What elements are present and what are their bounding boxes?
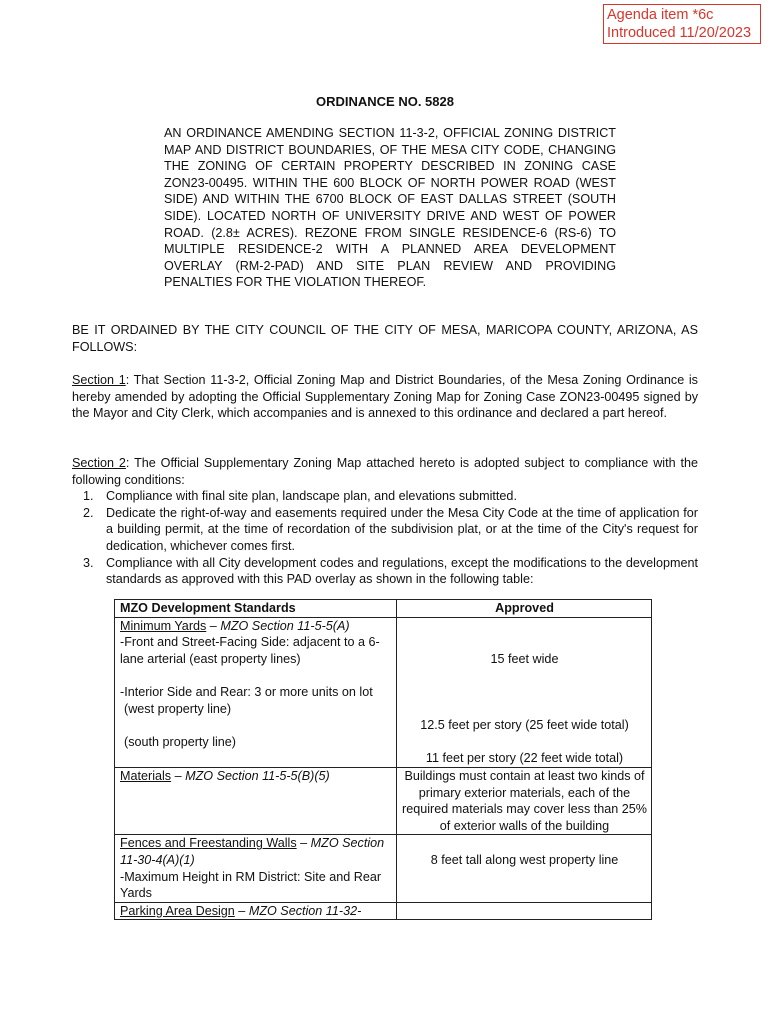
minimum-yards-approved-cell: 15 feet wide 12.5 feet per story (25 feet wide total) 11 feet per story (22 feet wide total) [397, 617, 652, 767]
header-standards: MZO Development Standards [115, 600, 397, 618]
table-row [115, 617, 652, 767]
materials-approved-cell: Buildings must contain at least two kinds of primary exterior materials, each of the required materials may cover less than 25% of exterior walls of the building [397, 767, 652, 834]
table-header-row [115, 600, 652, 618]
conditions-list [72, 488, 698, 588]
ordinance-title [0, 94, 770, 109]
header-approved: Approved [397, 600, 652, 618]
agenda-stamp [603, 4, 761, 44]
fences-approved-cell: 8 feet tall along west property line [397, 835, 652, 902]
condition-item: 2. Dedicate the right-of-way and easements required under the Mesa City Code at the time of application for a building permit, at the time of recordation of the subdivision plat, or at the time of the City's request for dedication, whichever comes first. [83, 505, 698, 553]
section-2-heading: Section 2 [72, 456, 126, 470]
table-row [115, 767, 652, 834]
section-2 [72, 455, 698, 588]
enacting-clause: BE IT ORDAINED BY THE CITY COUNCIL OF THE CITY OF MESA, MARICOPA COUNTY, ARIZONA, AS FOLLOWS: [72, 323, 698, 354]
development-standards-table [114, 599, 652, 920]
stamp-introduced-date: Introduced 11/20/2023 [607, 25, 752, 41]
parking-cell: Parking Area Design – MZO Section 11-32- [115, 902, 397, 920]
section-1-heading: Section 1 [72, 373, 126, 387]
section-2-text: : The Official Supplementary Zoning Map attached hereto is adopted subject to compliance with the following conditions: [72, 456, 698, 487]
table-row [115, 835, 652, 902]
table-row [115, 902, 652, 920]
ordinance-abstract: AN ORDINANCE AMENDING SECTION 11-3-2, OFFICIAL ZONING DISTRICT MAP AND DISTRICT BOUNDARIES, OF THE MESA CITY CODE, CHANGING THE ZONING OF CERTAIN PROPERTY DESCRIBED IN ZONING CASE ZON23-00495. WITHIN THE 600 BLOCK OF NORTH POWER ROAD (WEST SIDE) AND WITHIN THE 6700 BLOCK OF EAST DALLAS STREET (SOUTH SIDE). LOCATED NORTH OF UNIVERSITY DRIVE AND WEST OF POWER ROAD. (2.8± ACRES). REZONE FROM SINGLE RESIDENCE-6 (RS-6) TO MULTIPLE RESIDENCE-2 WITH A PLANNED AREA DEVELOPMENT OVERLAY (RM-2-PAD) AND SITE PLAN REVIEW AND PROVIDING PENALTIES FOR THE VIOLATION THEREOF. [164, 126, 616, 290]
section-1-text: : That Section 11-3-2, Official Zoning Map and District Boundaries, of the Mesa Zoning Ordinance is hereby amended by adopting the Official Supplementary Zoning Map for Zoning Case ZON23-00495 signed by the Mayor and City Clerk, which accompanies and is annexed to this ordinance and declared a part hereof. [72, 373, 698, 421]
fences-cell: Fences and Freestanding Walls – MZO Section 11-30-4(A)(1) -Maximum Height in RM District: Site and Rear Yards [115, 835, 397, 902]
parking-approved-cell [397, 902, 652, 920]
condition-item: 1. Compliance with final site plan, landscape plan, and elevations submitted. [83, 489, 517, 504]
condition-item: 3. Compliance with all City development codes and regulations, except the modifications to the development standards as approved with this PAD overlay as shown in the following table: [83, 555, 698, 587]
ordinance-number: ORDINANCE NO. 5828 [316, 94, 454, 109]
stamp-agenda-item: Agenda item *6c [607, 7, 714, 23]
section-1 [72, 372, 698, 422]
materials-cell: Materials – MZO Section 11-5-5(B)(5) [115, 767, 397, 834]
minimum-yards-cell: Minimum Yards – MZO Section 11-5-5(A) -Front and Street-Facing Side: adjacent to a 6-lane arterial (east property lines) -Interior Side and Rear: 3 or more units on lot (west property line) (south property line) [115, 617, 397, 767]
